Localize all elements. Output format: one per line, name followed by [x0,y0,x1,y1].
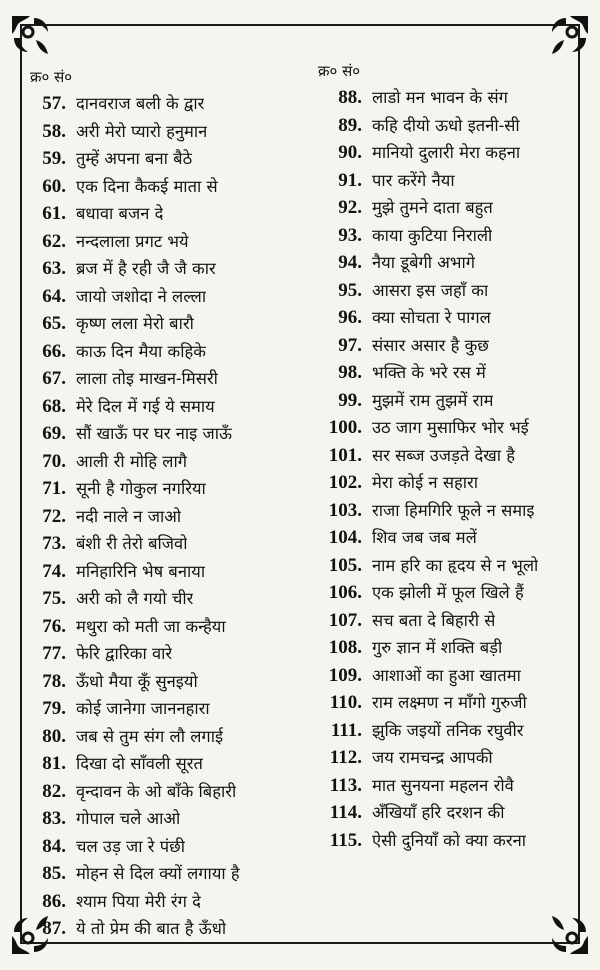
serial-number: 109. [328,664,362,686]
serial-number: 114. [329,802,362,823]
serial-number: 59. [42,148,66,169]
song-title: सच बता दे बिहारी से [372,610,496,630]
serial-number-header: क्र० सं० [318,62,361,80]
song-list-item [318,634,590,662]
song-list-item [318,387,590,415]
left-column [30,66,305,943]
song-list-item [318,524,590,552]
song-list-item [30,145,305,173]
serial-number: 91. [338,169,362,191]
song-list-item [30,173,305,201]
song-list-item [30,860,305,888]
song-list-item [318,222,590,250]
serial-number: 72. [42,505,66,527]
serial-number: 64. [42,285,66,307]
song-title: बंशी री तेरो बजिवो [76,534,188,553]
song-title: मुझमें राम तुझमें राम [372,390,494,410]
song-title: गुरु ज्ञान में शक्ति बड़ी [372,638,503,657]
song-title: मनिहारिनि भेष बनाया [76,561,206,581]
song-list-item [318,552,590,580]
song-list-item [30,558,305,586]
serial-number: 82. [42,780,66,802]
song-title: राम लक्ष्मण न माँगो गुरुजी [372,693,527,712]
song-list-item [30,805,305,833]
serial-number: 71. [42,478,66,499]
song-list-item [30,118,305,146]
serial-number: 105. [328,554,362,576]
song-list [30,90,305,943]
song-list-item [30,530,305,558]
serial-number: 67. [42,368,66,389]
serial-number: 97. [338,334,362,356]
song-title: गोपाल चले आओ [76,809,181,828]
song-title: आली री मोहि लागै [76,451,188,471]
serial-number: 83. [42,808,66,829]
song-list-item [318,194,590,222]
serial-number: 60. [42,175,66,197]
serial-number: 101. [328,444,362,466]
serial-number: 90. [338,142,362,163]
serial-number: 96. [338,307,362,328]
serial-number: 103. [328,499,362,521]
song-title: मेरा कोई न सहारा [372,473,479,492]
song-list-item [30,833,305,861]
song-list-item [318,249,590,277]
song-list-item [318,799,590,827]
serial-number: 76. [42,615,66,637]
serial-number: 98. [338,362,362,383]
song-title: मुझे तुमने दाता बहुत [372,198,493,217]
song-list-item [318,304,590,332]
song-title: तुम्हें अपना बना बैठे [76,149,193,168]
song-title: श्याम पिया मेरी रंग दे [76,891,201,911]
song-title: चल उड़ जा रे पंछी [76,836,185,856]
song-list-item [30,750,305,778]
song-title: जब से तुम संग लौ लगाई [76,726,224,746]
song-list-item [318,827,590,855]
song-title: जय रामचन्द्र आपकी [372,748,493,767]
song-title: नाम हरि का हृदय से न भूलो [372,555,539,575]
serial-number: 92. [338,197,362,218]
song-title: अरी को लै गयो चीर [76,589,194,608]
song-title: सूनी है गोकुल नगरिया [76,479,206,498]
serial-number: 111. [330,719,362,741]
serial-number: 81. [42,753,66,774]
song-list-item [30,283,305,311]
song-title: आशाओं का हुआ खातमा [372,665,521,685]
song-title: जायो जशोदा ने लल्ला [76,286,207,306]
serial-number: 102. [328,472,362,493]
song-title: आसरा इस जहाँ का [372,280,489,300]
song-list-item [318,579,590,607]
song-list-item [30,503,305,531]
song-title: शिव जब जब मलें [372,528,477,547]
serial-number: 58. [42,120,66,142]
song-list-item [318,689,590,717]
song-list-item [30,338,305,366]
song-title: सर सब्ज उजड़ते देखा है [372,445,516,465]
song-list-item [30,448,305,476]
song-list-item [30,640,305,668]
song-title: मानियो दुलारी मेरा कहना [372,143,521,162]
serial-number: 85. [42,863,66,884]
corner-ornament-icon [546,12,592,58]
song-title: संसार असार है कुछ [372,335,489,355]
song-list-item [30,723,305,751]
serial-number: 95. [338,279,362,301]
song-list-item [318,497,590,525]
song-title: दानवराज बली के द्वार [76,94,205,113]
song-title: सौं खाऊँ पर घर नाइ जाऊँ [76,424,232,443]
song-title: लाला तोइ माखन-मिसरी [76,369,218,388]
song-title: मथुरा को मती जा कन्हैया [76,616,226,636]
song-title: नदी नाले न जाओ [76,506,182,526]
serial-number: 61. [42,203,66,224]
song-list-item [30,915,305,943]
song-list-item [30,393,305,421]
song-list-item [318,717,590,745]
serial-number: 93. [338,224,362,246]
song-list-item [30,613,305,641]
corner-ornament-icon [8,12,54,58]
song-title: कोई जानेगा जाननहारा [76,699,210,718]
serial-number: 110. [329,692,362,713]
serial-number: 78. [42,670,66,692]
serial-number: 57. [42,93,66,114]
serial-number: 99. [338,389,362,411]
serial-number: 79. [42,698,66,719]
song-title: भक्ति के भरे रस में [372,363,486,382]
song-title: ऊँधो मैया कूँ सुनइयो [76,671,198,691]
serial-number: 107. [328,609,362,631]
song-list-item [318,662,590,690]
song-list-item [30,200,305,228]
corner-ornament-icon [546,912,592,958]
song-list-item [318,414,590,442]
song-list-item [318,332,590,360]
song-list [318,84,590,854]
song-list-item [30,695,305,723]
serial-number: 106. [328,582,362,603]
song-list-item [30,585,305,613]
serial-number: 115. [329,829,362,851]
serial-number: 65. [42,313,66,334]
song-title: काऊ दिन मैया कहिके [76,341,206,361]
song-list-item [318,139,590,167]
song-title: अँखियाँ हरि दरशन की [372,803,505,822]
serial-number: 69. [42,423,66,444]
song-list-item [30,888,305,916]
serial-number: 108. [328,637,362,658]
song-title: काया कुटिया निराली [372,225,493,245]
song-list-item [30,778,305,806]
song-list-item [318,469,590,497]
right-column [318,62,590,854]
serial-number: 86. [42,890,66,912]
serial-number: 104. [328,527,362,548]
serial-number: 63. [42,258,66,279]
song-title: एक दिना कैकई माता से [76,176,218,196]
song-list-item [30,475,305,503]
song-title: कहि दीयो ऊधो इतनी-सी [372,115,520,135]
song-title: बधावा बजन दे [76,204,164,223]
song-title: नन्दलाला प्रगट भये [76,231,189,251]
serial-number: 73. [42,533,66,554]
serial-number: 87. [42,918,66,939]
song-list-item [30,310,305,338]
song-title: पार करेंगे नैया [372,170,455,190]
serial-number: 113. [329,774,362,796]
serial-number: 100. [328,417,362,438]
serial-number-header: क्र० सं० [30,68,73,86]
song-title: मोहन से दिल क्यों लगाया है [76,864,240,883]
song-title: कृष्ण लला मेरो बारौ [76,314,194,333]
serial-number: 75. [42,588,66,609]
song-list-item [318,112,590,140]
song-title: झुकि जइयों तनिक रघुवीर [372,720,524,740]
song-title: मात सुनयना महलन रोवै [372,775,514,795]
song-title: अरी मेरो प्यारो हनुमान [76,121,208,141]
song-list-item [318,772,590,800]
song-list-item [318,607,590,635]
song-list-item [30,668,305,696]
song-title: ब्रज में है रही जै जै कार [76,259,216,278]
song-title: लाडो मन भावन के संग [372,88,508,107]
song-title: दिखा दो साँवली सूरत [76,754,203,773]
song-title: क्या सोचता रे पागल [372,308,491,327]
song-list-item [318,167,590,195]
song-list-item [318,744,590,772]
song-list-item [30,255,305,283]
serial-number: 112. [329,747,362,768]
song-title: ऐसी दुनियाँ को क्या करना [372,830,527,850]
song-list-item [30,228,305,256]
song-title: ये तो प्रेम की बात है ऊँधो [76,919,227,938]
serial-number: 88. [338,87,362,108]
serial-number: 80. [42,725,66,747]
song-list-item [30,365,305,393]
serial-number: 94. [338,252,362,273]
serial-number: 74. [42,560,66,582]
song-title: वृन्दावन के ओ बाँके बिहारी [76,781,237,801]
song-title: उठ जाग मुसाफिर भोर भई [372,418,529,437]
serial-number: 89. [338,114,362,136]
serial-number: 66. [42,340,66,362]
song-title: मेरे दिल में गई ये समाय [76,396,215,416]
song-list-item [318,359,590,387]
song-list-item [318,442,590,470]
serial-number: 77. [42,643,66,664]
song-title: नैया डूबेगी अभागे [372,253,476,272]
serial-number: 68. [42,395,66,417]
song-title: फेरि द्वारिका वारे [76,644,173,663]
song-list-item [30,90,305,118]
song-list-item [318,84,590,112]
serial-number: 70. [42,450,66,472]
song-title: एक झोली में फूल खिले हैं [372,583,524,602]
song-title: राजा हिमगिरि फूले न समाइ [372,500,535,520]
song-list-item [318,277,590,305]
song-list-item [30,420,305,448]
serial-number: 62. [42,230,66,252]
serial-number: 84. [42,835,66,857]
